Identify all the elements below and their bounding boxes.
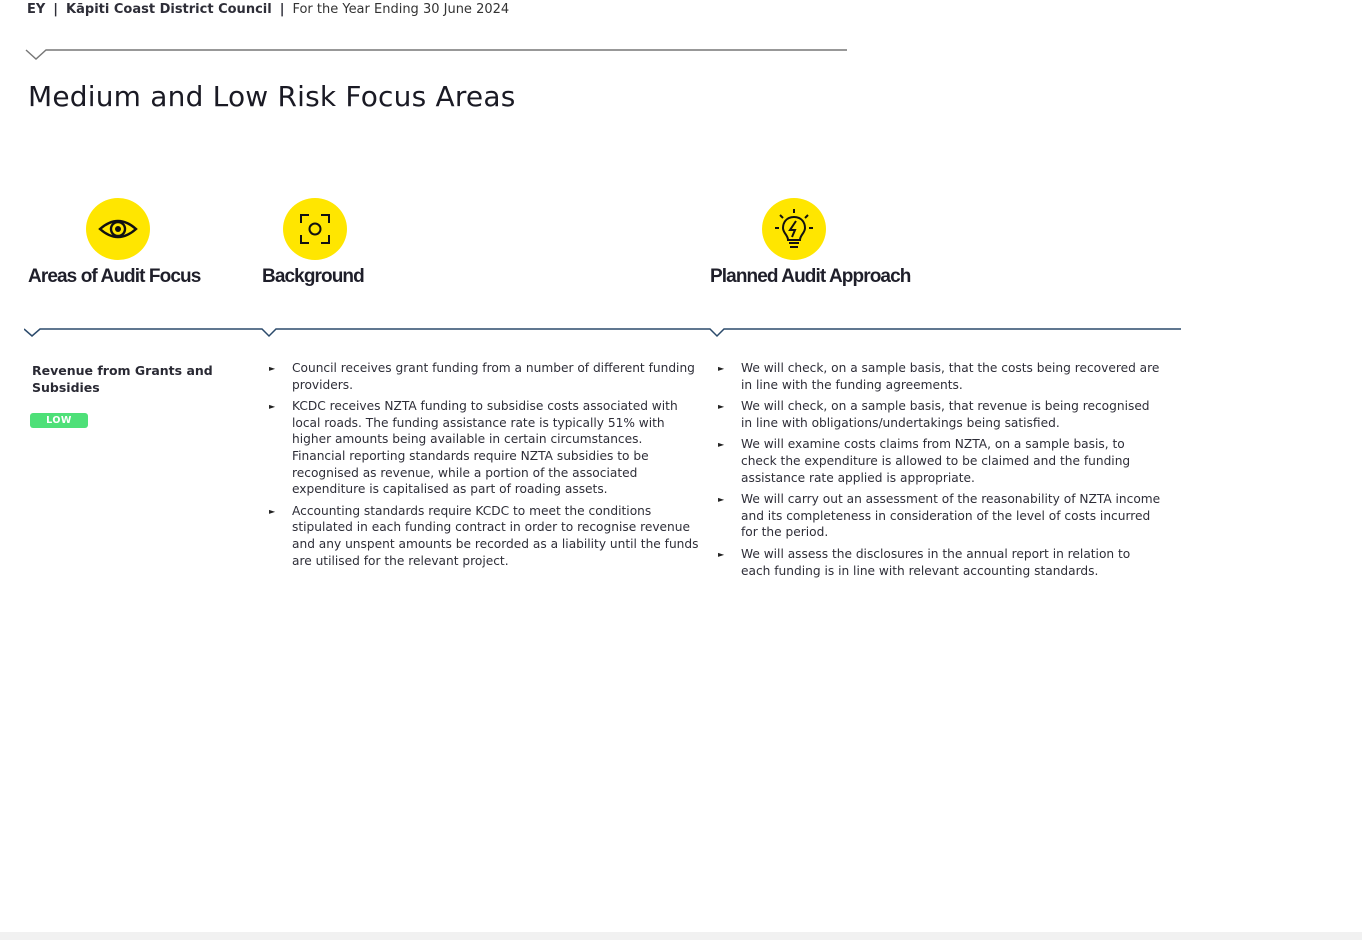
list-item: ► Accounting standards require KCDC to meet the conditions stipulated in each funding contract in order to recognise revenue and any unspent amounts be recorded as a liability until the funds are utilised for the relevant project. [269,503,699,568]
bullet-arrow-icon: ► [718,364,725,373]
list-item: ► Council receives grant funding from a number of different funding providers. [269,361,695,392]
list-item: ► We will examine costs claims from NZTA, on a sample basis, to check the expenditure is allowed to be claimed and the funding assistance rate applied is appropriate. [718,437,1131,485]
list-item: ► We will carry out an assessment of the reasonability of NZTA income and its completeness in consideration of the level of costs incurred for the period. [718,492,1161,540]
focus-frame-icon [283,198,347,260]
bullet-arrow-icon: ► [718,549,725,559]
bullet-arrow-icon: ► [718,495,725,505]
header-separator: | [279,1,285,17]
bullet-arrow-icon: ► [269,506,276,516]
page-title: Medium and Low Risk Focus Areas [28,80,516,113]
column-divider [24,324,1184,338]
header-divider [25,44,847,64]
list-item: ► We will assess the disclosures in the annual report in relation to each funding is in line with relevant accounting standards. [718,546,1131,578]
bullet-arrow-icon: ► [718,402,725,412]
reporting-period: For the Year Ending 30 June 2024 [292,1,510,17]
focus-area-title: Revenue from Grants and Subsidies [32,363,213,395]
header-separator: | [53,1,59,17]
brand-name: EY [27,1,46,17]
approach-list [718,360,1163,584]
lightbulb-icon [762,198,826,260]
list-item: ► We will check, on a sample basis, that the costs being recovered are in line with the funding agreements. [718,361,1160,392]
list-item: ► We will check, on a sample basis, that revenue is being recognised in line with obligations/undertakings being satisfied. [718,399,1150,430]
column-heading-background: Background [262,266,364,287]
list-item: ► KCDC receives NZTA funding to subsidise costs associated with local roads. The funding assistance rate is typically 51% with higher amounts being available in certain circumstances. Financial reporting standards require NZTA subsidies to be recognised as revenue, while a portion of the associated expenditure is capitalised as part of roading assets. [269,399,678,497]
page-bottom-band [0,932,1362,940]
background-list [269,360,699,574]
eye-icon [86,198,150,260]
column-heading-focus: Areas of Audit Focus [28,266,201,287]
risk-level-badge: LOW [30,413,88,428]
page-header [27,0,509,18]
bullet-arrow-icon: ► [269,364,276,373]
column-heading-approach: Planned Audit Approach [710,266,911,287]
bullet-arrow-icon: ► [269,402,276,412]
bullet-arrow-icon: ► [718,440,725,450]
organisation-name: Kāpiti Coast District Council [66,1,272,17]
